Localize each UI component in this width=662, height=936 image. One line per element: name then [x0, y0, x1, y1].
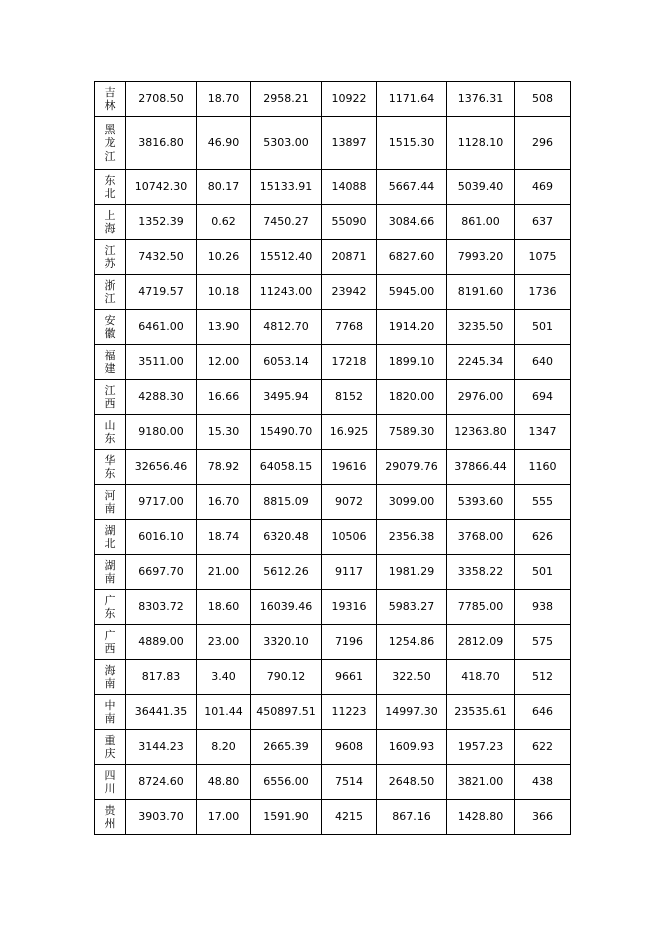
value-cell: 3144.23: [126, 730, 197, 765]
value-cell: 13.90: [197, 310, 251, 345]
value-cell: 3235.50: [447, 310, 515, 345]
value-cell: 6827.60: [377, 240, 447, 275]
value-cell: 2708.50: [126, 82, 197, 117]
value-cell: 938: [515, 590, 571, 625]
value-cell: 7432.50: [126, 240, 197, 275]
table-row: [95, 380, 571, 415]
region-char: 海: [104, 663, 116, 677]
value-cell: 418.70: [447, 660, 515, 695]
value-cell: 1981.29: [377, 555, 447, 590]
value-cell: 0.62: [197, 205, 251, 240]
region-char: 东: [104, 467, 116, 480]
value-cell: 512: [515, 660, 571, 695]
table-row: [95, 310, 571, 345]
region-cell: [95, 485, 126, 520]
table-row: [95, 765, 571, 800]
value-cell: 3816.80: [126, 117, 197, 170]
value-cell: 37866.44: [447, 450, 515, 485]
value-cell: 626: [515, 520, 571, 555]
value-cell: 1128.10: [447, 117, 515, 170]
value-cell: 29079.76: [377, 450, 447, 485]
table-row: [95, 240, 571, 275]
value-cell: 2356.38: [377, 520, 447, 555]
value-cell: 8815.09: [251, 485, 322, 520]
region-char: 湖: [104, 558, 116, 572]
value-cell: 9117: [322, 555, 377, 590]
region-char: 山: [104, 418, 116, 432]
value-cell: 12363.80: [447, 415, 515, 450]
region-char: 川: [104, 782, 116, 795]
region-char: 东: [104, 607, 116, 620]
value-cell: 3903.70: [126, 800, 197, 835]
value-cell: 1254.86: [377, 625, 447, 660]
value-cell: 14088: [322, 170, 377, 205]
region-char: 福: [104, 348, 116, 362]
value-cell: 19316: [322, 590, 377, 625]
region-cell: [95, 660, 126, 695]
value-cell: 6053.14: [251, 345, 322, 380]
value-cell: 10.18: [197, 275, 251, 310]
value-cell: 4889.00: [126, 625, 197, 660]
value-cell: 790.12: [251, 660, 322, 695]
value-cell: 17218: [322, 345, 377, 380]
value-cell: 3.40: [197, 660, 251, 695]
value-cell: 9661: [322, 660, 377, 695]
value-cell: 15.30: [197, 415, 251, 450]
value-cell: 637: [515, 205, 571, 240]
value-cell: 450897.51: [251, 695, 322, 730]
region-char: 广: [104, 593, 116, 607]
region-char: 华: [104, 453, 116, 467]
region-char: 南: [104, 712, 116, 725]
value-cell: 64058.15: [251, 450, 322, 485]
value-cell: 501: [515, 310, 571, 345]
value-cell: 19616: [322, 450, 377, 485]
region-char: 吉: [104, 85, 116, 99]
value-cell: 8191.60: [447, 275, 515, 310]
value-cell: 10506: [322, 520, 377, 555]
value-cell: 7196: [322, 625, 377, 660]
value-cell: 23942: [322, 275, 377, 310]
value-cell: 501: [515, 555, 571, 590]
region-cell: [95, 82, 126, 117]
value-cell: 8.20: [197, 730, 251, 765]
region-cell: [95, 765, 126, 800]
region-char: 四: [104, 768, 116, 782]
value-cell: 5983.27: [377, 590, 447, 625]
value-cell: 3821.00: [447, 765, 515, 800]
value-cell: 78.92: [197, 450, 251, 485]
region-char: 海: [104, 222, 116, 235]
value-cell: 80.17: [197, 170, 251, 205]
value-cell: 15133.91: [251, 170, 322, 205]
value-cell: 2245.34: [447, 345, 515, 380]
value-cell: 296: [515, 117, 571, 170]
value-cell: 3511.00: [126, 345, 197, 380]
table-row: [95, 730, 571, 765]
region-cell: [95, 240, 126, 275]
table-row: [95, 660, 571, 695]
value-cell: 32656.46: [126, 450, 197, 485]
value-cell: 1376.31: [447, 82, 515, 117]
value-cell: 366: [515, 800, 571, 835]
region-char: 广: [104, 628, 116, 642]
value-cell: 2665.39: [251, 730, 322, 765]
table-row: [95, 205, 571, 240]
value-cell: 5667.44: [377, 170, 447, 205]
region-char: 中: [104, 698, 116, 712]
region-char: 苏: [104, 257, 116, 270]
value-cell: 867.16: [377, 800, 447, 835]
value-cell: 694: [515, 380, 571, 415]
value-cell: 7450.27: [251, 205, 322, 240]
value-cell: 46.90: [197, 117, 251, 170]
region-char: 北: [104, 537, 116, 550]
region-cell: [95, 800, 126, 835]
value-cell: 4719.57: [126, 275, 197, 310]
table-row: [95, 695, 571, 730]
value-cell: 2648.50: [377, 765, 447, 800]
table-row: [95, 555, 571, 590]
value-cell: 18.74: [197, 520, 251, 555]
value-cell: 1609.93: [377, 730, 447, 765]
value-cell: 9608: [322, 730, 377, 765]
region-char: 河: [104, 488, 116, 502]
region-char: 上: [104, 208, 116, 222]
value-cell: 7768: [322, 310, 377, 345]
value-cell: 1957.23: [447, 730, 515, 765]
value-cell: 4288.30: [126, 380, 197, 415]
value-cell: 6320.48: [251, 520, 322, 555]
value-cell: 1171.64: [377, 82, 447, 117]
value-cell: 3084.66: [377, 205, 447, 240]
value-cell: 14997.30: [377, 695, 447, 730]
table-row: [95, 170, 571, 205]
value-cell: 575: [515, 625, 571, 660]
value-cell: 15512.40: [251, 240, 322, 275]
value-cell: 1820.00: [377, 380, 447, 415]
region-char: 林: [104, 99, 116, 112]
value-cell: 2812.09: [447, 625, 515, 660]
value-cell: 11243.00: [251, 275, 322, 310]
value-cell: 10.26: [197, 240, 251, 275]
value-cell: 7993.20: [447, 240, 515, 275]
region-char: 建: [104, 362, 116, 375]
table-row: [95, 485, 571, 520]
region-char: 南: [104, 572, 116, 585]
value-cell: 7785.00: [447, 590, 515, 625]
value-cell: 1914.20: [377, 310, 447, 345]
table-row: [95, 450, 571, 485]
value-cell: 1736: [515, 275, 571, 310]
region-cell: [95, 310, 126, 345]
value-cell: 18.60: [197, 590, 251, 625]
value-cell: 12.00: [197, 345, 251, 380]
region-cell: [95, 170, 126, 205]
region-cell: [95, 730, 126, 765]
table-row: [95, 117, 571, 170]
table-body: [95, 82, 571, 835]
value-cell: 1428.80: [447, 800, 515, 835]
value-cell: 469: [515, 170, 571, 205]
value-cell: 23.00: [197, 625, 251, 660]
value-cell: 6697.70: [126, 555, 197, 590]
region-char: 黑: [104, 123, 116, 137]
region-char: 江: [104, 383, 116, 397]
table-row: [95, 800, 571, 835]
region-char: 江: [104, 149, 116, 163]
value-cell: 16039.46: [251, 590, 322, 625]
region-cell: [95, 275, 126, 310]
value-cell: 16.70: [197, 485, 251, 520]
region-cell: [95, 695, 126, 730]
region-cell: [95, 205, 126, 240]
region-char: 重: [104, 733, 116, 747]
region-char: 州: [104, 817, 116, 830]
value-cell: 817.83: [126, 660, 197, 695]
value-cell: 5393.60: [447, 485, 515, 520]
table-row: [95, 520, 571, 555]
value-cell: 6556.00: [251, 765, 322, 800]
value-cell: 5612.26: [251, 555, 322, 590]
region-char: 安: [104, 313, 116, 327]
value-cell: 23535.61: [447, 695, 515, 730]
value-cell: 7514: [322, 765, 377, 800]
value-cell: 8152: [322, 380, 377, 415]
value-cell: 5039.40: [447, 170, 515, 205]
region-char: 浙: [104, 278, 116, 292]
value-cell: 3768.00: [447, 520, 515, 555]
value-cell: 1899.10: [377, 345, 447, 380]
value-cell: 15490.70: [251, 415, 322, 450]
table-row: [95, 82, 571, 117]
region-char: 江: [104, 243, 116, 257]
table-row: [95, 590, 571, 625]
value-cell: 4812.70: [251, 310, 322, 345]
value-cell: 438: [515, 765, 571, 800]
region-cell: [95, 625, 126, 660]
value-cell: 13897: [322, 117, 377, 170]
region-char: 贵: [104, 803, 116, 817]
statistics-table: [94, 81, 571, 835]
region-cell: [95, 380, 126, 415]
value-cell: 11223: [322, 695, 377, 730]
value-cell: 48.80: [197, 765, 251, 800]
value-cell: 9072: [322, 485, 377, 520]
value-cell: 6016.10: [126, 520, 197, 555]
region-char: 西: [104, 397, 116, 410]
region-cell: [95, 555, 126, 590]
table-row: [95, 345, 571, 380]
value-cell: 8724.60: [126, 765, 197, 800]
region-char: 龙: [104, 136, 116, 150]
value-cell: 21.00: [197, 555, 251, 590]
value-cell: 622: [515, 730, 571, 765]
region-char: 湖: [104, 523, 116, 537]
value-cell: 10922: [322, 82, 377, 117]
value-cell: 5945.00: [377, 275, 447, 310]
value-cell: 640: [515, 345, 571, 380]
table-row: [95, 275, 571, 310]
value-cell: 3495.94: [251, 380, 322, 415]
value-cell: 5303.00: [251, 117, 322, 170]
value-cell: 101.44: [197, 695, 251, 730]
value-cell: 322.50: [377, 660, 447, 695]
value-cell: 1347: [515, 415, 571, 450]
value-cell: 1352.39: [126, 205, 197, 240]
value-cell: 8303.72: [126, 590, 197, 625]
region-cell: [95, 450, 126, 485]
value-cell: 646: [515, 695, 571, 730]
region-char: 徽: [104, 327, 116, 340]
value-cell: 10742.30: [126, 170, 197, 205]
value-cell: 6461.00: [126, 310, 197, 345]
region-cell: [95, 345, 126, 380]
region-char: 北: [104, 187, 116, 200]
region-char: 南: [104, 502, 116, 515]
region-cell: [95, 117, 126, 170]
region-cell: [95, 520, 126, 555]
value-cell: 861.00: [447, 205, 515, 240]
value-cell: 4215: [322, 800, 377, 835]
region-char: 庆: [104, 747, 116, 760]
value-cell: 18.70: [197, 82, 251, 117]
region-cell: [95, 590, 126, 625]
value-cell: 2958.21: [251, 82, 322, 117]
value-cell: 1160: [515, 450, 571, 485]
region-char: 南: [104, 677, 116, 690]
value-cell: 9180.00: [126, 415, 197, 450]
value-cell: 9717.00: [126, 485, 197, 520]
region-cell: [95, 415, 126, 450]
value-cell: 36441.35: [126, 695, 197, 730]
region-char: 东: [104, 173, 116, 187]
value-cell: 55090: [322, 205, 377, 240]
value-cell: 508: [515, 82, 571, 117]
value-cell: 16.66: [197, 380, 251, 415]
value-cell: 7589.30: [377, 415, 447, 450]
value-cell: 555: [515, 485, 571, 520]
region-char: 西: [104, 642, 116, 655]
table-row: [95, 415, 571, 450]
value-cell: 2976.00: [447, 380, 515, 415]
value-cell: 1515.30: [377, 117, 447, 170]
value-cell: 3099.00: [377, 485, 447, 520]
value-cell: 1591.90: [251, 800, 322, 835]
value-cell: 16.925: [322, 415, 377, 450]
value-cell: 3320.10: [251, 625, 322, 660]
region-char: 江: [104, 292, 116, 305]
table-row: [95, 625, 571, 660]
region-char: 东: [104, 432, 116, 445]
value-cell: 3358.22: [447, 555, 515, 590]
value-cell: 17.00: [197, 800, 251, 835]
value-cell: 20871: [322, 240, 377, 275]
value-cell: 1075: [515, 240, 571, 275]
